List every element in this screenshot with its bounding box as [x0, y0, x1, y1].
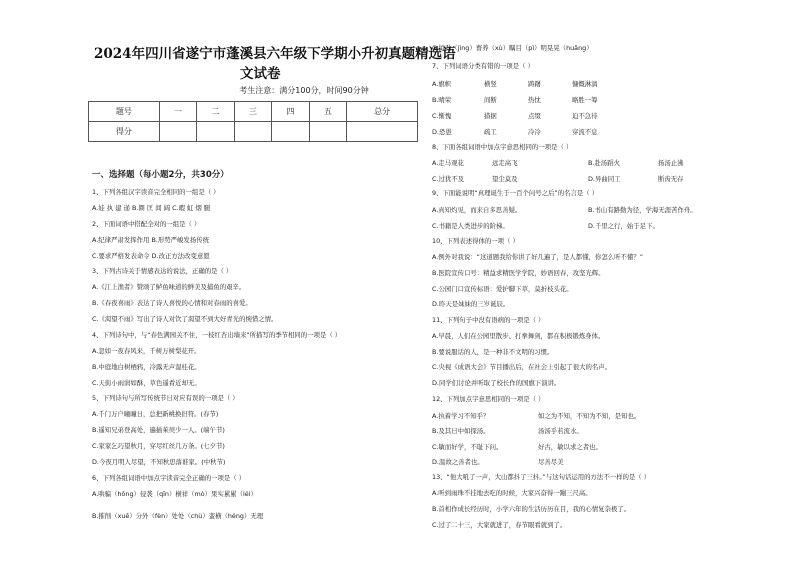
- option-cell: C.书籍是人类进步的阶梯。: [432, 222, 509, 230]
- option-cell: 穿流不息: [572, 128, 598, 136]
- question-line: 9、下面能说明“真理诞生于一百个问号之后”的名言是（ ）: [432, 189, 599, 197]
- option-cell: C.过犹不及: [432, 175, 465, 183]
- option-cell: 远走高飞: [492, 159, 518, 167]
- option-cell: C.敏而好学，不耻下问。: [432, 443, 503, 451]
- option-cell: 如之为不知，不知为不知，是知也。: [538, 412, 641, 420]
- option-cell: 冷冷: [528, 128, 541, 136]
- option-cell: B.及其日中如探汤。: [432, 427, 490, 435]
- question-line: D.同学们讨论并听取了校长作的国旗下演讲。: [432, 379, 561, 387]
- option-cell: 迫不急待: [572, 112, 598, 120]
- question-line: C.《渴望不雨》写出了诗人对饮了渴望不到大好青光的惋惜之情。: [92, 315, 278, 323]
- question-line: 10、下列表述得体的一项（ ）: [432, 237, 519, 245]
- option-cell: 间断: [484, 96, 497, 104]
- score-header-cell: 二: [197, 102, 234, 122]
- question-line: A.娃 执 建 递 B.圈 匡 闾 阔 C.暇 虹 烟 腿: [92, 204, 211, 212]
- question-line: 13、“他大吼了一声，大山都抖了三抖。”与这句话运用的方法不一样的是（ ）: [432, 473, 651, 481]
- question-line: A.《江上渔者》赞颂了鲈鱼味道的鲜美及捕鱼的艰辛。: [92, 283, 246, 291]
- score-table-score-row: [89, 122, 418, 142]
- option-cell: 横竖: [484, 80, 497, 88]
- option-cell: 踌躇: [528, 80, 541, 88]
- score-header-cell: 一: [159, 102, 196, 122]
- question-line: C.要求严格发表命令 D.改正方法改变意愿: [92, 252, 210, 260]
- option-cell: 热忱: [528, 96, 541, 104]
- option-cell: 疏工: [484, 128, 497, 136]
- question-line: B.遥知兄弟登高处，遍插茱萸少一人。(端午节): [92, 426, 225, 434]
- question-line: A.千门万户曈曈日，总把新桃换旧符。(春节): [92, 410, 219, 418]
- option-cell: B.晴荣: [432, 96, 452, 104]
- question-line: B.要说服话的人，是一种非不文明的习惯。: [432, 348, 554, 356]
- option-cell: 略胜一筹: [572, 96, 598, 104]
- score-cell: [347, 122, 418, 142]
- question-line: A.哄骗（hǒng）侵袭（qīn）横祥（mò）果实累累（léi）: [92, 490, 257, 498]
- option-cell: A.走马观花: [432, 159, 464, 167]
- score-header-cell: 题号: [89, 102, 160, 122]
- question-line: 3、下列古诗关于情感表达的说法，正确的是（ ）: [92, 267, 233, 275]
- question-line: 12、下列加点字意思相同的一项是（ ）: [432, 395, 545, 403]
- question-line: D.昨天是妹妹的三岁诞辰。: [432, 300, 510, 308]
- question-line: 8、下面各组词语中加点字意思相同的一项是（ ）: [432, 143, 573, 151]
- question-line: B.摧削（xuē）分外（fèn）处处（chù）蛮横（héng）无理: [92, 512, 264, 520]
- question-line: A.听到雨珠不挂地去吃的时候，大家兴奋得一蹦三尺高。: [432, 489, 592, 497]
- option-cell: C.惭愧: [432, 112, 452, 120]
- score-header-cell: 五: [309, 102, 346, 122]
- question-line: A.例外对我说：“这道题我给你讲了好几遍了，是人都懂，你怎么听不懂？”: [432, 253, 644, 261]
- paper-title-line2: 文试卷: [240, 66, 281, 82]
- question-line: D.今夜月明人尽望，不知秋思落谁家。(中秋节): [92, 458, 226, 466]
- option-cell: 点缀: [528, 112, 541, 120]
- option-cell: 尽善尽美: [538, 458, 564, 466]
- question-line: B.医院宣传口号：精益求精医学学院，妙语回春，攻坚光辉。: [432, 269, 605, 277]
- question-line: 2、下面词语中搭配全对的一组是（ ）: [92, 220, 201, 228]
- question-line: 7、下列词语分类有错的一项是（ ）: [432, 62, 534, 70]
- paper-title-line1: 2024年四川省遂宁市蓬溪县六年级下学期小升初真题精选语: [94, 46, 456, 62]
- question-line: C.拟劲（jìng）畜养（xù）瞩目（pì）明晃晃（huǎng）: [432, 44, 593, 52]
- score-cell: [159, 122, 196, 142]
- question-line: A.早晨，人们在公园里散步、打拳舞剑，都在积极锻炼身体。: [432, 332, 605, 340]
- score-header-cell: 三: [234, 102, 271, 122]
- score-cell: [309, 122, 346, 142]
- question-line: 11、下列句子中没有语病的一项是（ ）: [432, 316, 545, 324]
- option-cell: D.恐愚: [432, 128, 452, 136]
- score-header-cell: 四: [272, 102, 309, 122]
- question-line: 4、下列诗句中，与“春色满园关不住，一枝红杏出墙来”所描写的季节相同的一项是（ ）: [92, 331, 342, 339]
- score-table-header-row: [89, 102, 418, 122]
- question-line: 1、下列各组汉字读音完全相同的一组是（ ）: [92, 188, 220, 196]
- question-line: 6、下列各组词语中加点字读音完全正确的一项是（ ）: [92, 474, 246, 482]
- question-line: B.首相作成长经历时，小学六年的生活历历在目，我的心情复杂极了。: [432, 505, 631, 513]
- question-line: A.忽如一夜春风来，千树万树梨花开。: [92, 347, 201, 355]
- option-cell: A.真知灼见，而来自多思善疑。: [432, 206, 522, 214]
- score-cell: [197, 122, 234, 142]
- exam-note: 考生注意：满分100分，时间90分钟: [239, 86, 369, 95]
- score-table: [88, 101, 418, 142]
- score-cell: [272, 122, 309, 142]
- section-heading: 一、选择题（每小题2分，共30分）: [92, 170, 229, 180]
- option-cell: 望尘莫及: [492, 175, 518, 183]
- question-line: B.《春夜喜雨》表达了诗人喜悦的心情和对春雨的喜爱。: [92, 299, 252, 307]
- option-cell: 好古，敏以求之者也。: [538, 443, 602, 451]
- question-line: 5、下列诗句与所写传统节日对应有误的一项是（ ）: [92, 394, 239, 402]
- question-line: C.过了二十三，大家就进了，春节眼看就到了。: [432, 521, 567, 529]
- option-cell: 汤汤乎若流水。: [538, 427, 583, 435]
- option-cell: D.温故之善者也。: [432, 458, 484, 466]
- question-line: C.天街小雨润如酥，草色遥看近却无。: [92, 379, 201, 387]
- question-line: C.央视《成语大会》节目播出后，在社会上引起了很大的名声。: [432, 363, 612, 371]
- score-header-cell: 总分: [347, 102, 418, 122]
- option-cell: D.千里之行，始于足下。: [588, 222, 659, 230]
- question-line: B.中庭地白树栖鸦，冷露无声湿桂花。: [92, 363, 201, 371]
- option-cell: 慷慨淋漓: [572, 80, 598, 88]
- score-row-label: 得分: [89, 122, 160, 142]
- question-line: C.家家乞巧望秋月，穿尽红丝几万条。(七夕节): [92, 442, 225, 450]
- option-cell: D.异曲同工: [588, 175, 621, 183]
- option-cell: 扬汤止沸: [658, 159, 684, 167]
- option-cell: B.书山有路勤为径，学海无涯苦作舟。: [588, 206, 697, 214]
- option-cell: 断齿无存: [658, 175, 684, 183]
- score-cell: [234, 122, 271, 142]
- question-line: A.纪律严肃发挥作用 B.形势严峻发扬传统: [92, 236, 209, 244]
- option-cell: 措据: [484, 112, 497, 120]
- option-cell: B.赴汤蹈火: [588, 159, 620, 167]
- option-cell: A.旗帜: [432, 80, 452, 88]
- option-cell: A.执着学习不知乎？: [432, 412, 490, 420]
- question-line: C.公园门口宣传标语：爱护脚下草，莫折枝头花。: [432, 285, 573, 293]
